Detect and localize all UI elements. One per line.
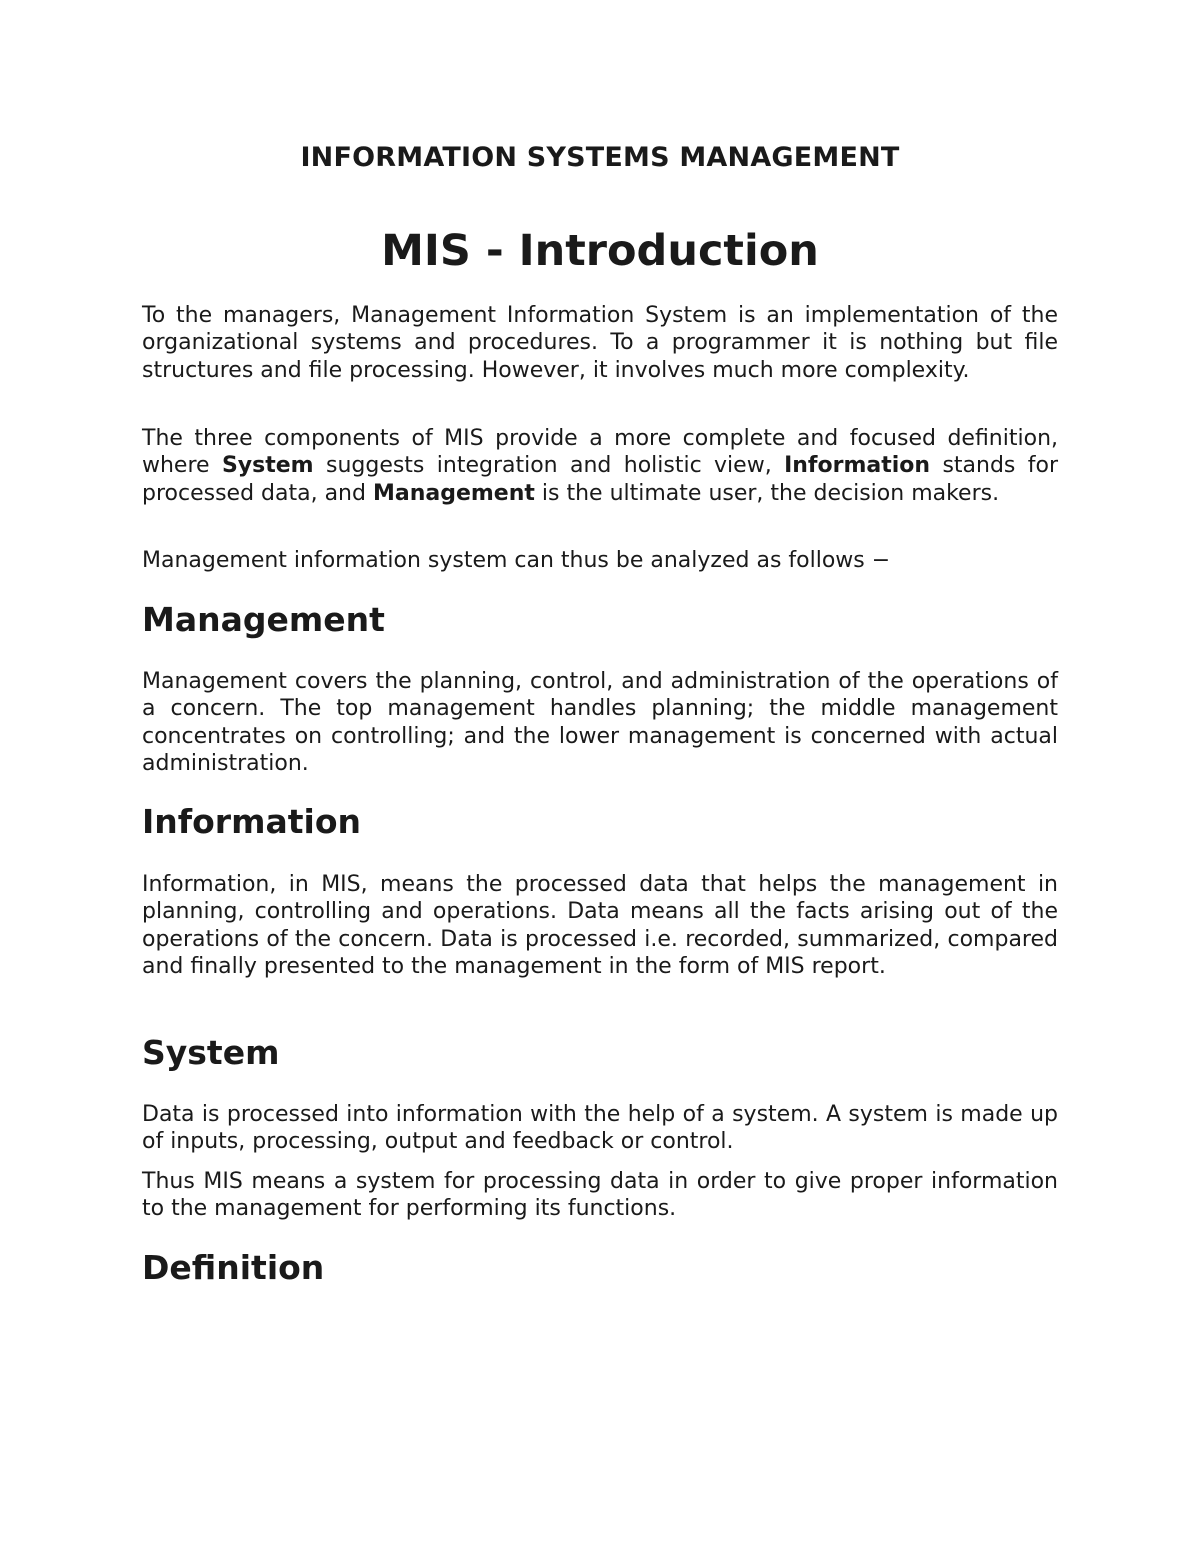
system-paragraph-1 xyxy=(142,1101,1058,1156)
intro-paragraph-1 xyxy=(142,302,1058,384)
intro-p2-text-4: is the ultimate user, the decision makers. xyxy=(534,480,1000,506)
intro-p2-text-3: stands for processed data, and xyxy=(142,453,1059,506)
intro-paragraph-3-text: Management information system can thus be analyzed as follows − xyxy=(142,548,891,573)
intro-p2-bold-management: Management xyxy=(372,480,535,506)
section-heading-management: Management xyxy=(142,600,385,639)
intro-p2-bold-information: Information xyxy=(784,453,931,479)
intro-paragraph-1-text: To the managers, Management Information System is an implementation of the organizational systems and procedures. To a programmer it is nothing but file structures and file processing. However, it involves much more complexity. xyxy=(142,303,1058,383)
information-paragraph xyxy=(142,871,1058,980)
system-paragraph-2 xyxy=(142,1168,1058,1223)
intro-p2-text-2: suggests integration and holistic view, xyxy=(313,453,785,479)
section-heading-information: Information xyxy=(142,802,361,841)
intro-p2-text-1: The three components of MIS provide a more complete and focused definition, where xyxy=(142,426,1058,479)
main-heading: MIS - Introduction xyxy=(381,226,819,276)
document-title: INFORMATION SYSTEMS MANAGEMENT xyxy=(300,142,900,173)
intro-paragraph-3 xyxy=(142,547,1058,574)
section-heading-system: System xyxy=(142,1033,280,1072)
intro-paragraph-2-text xyxy=(142,425,1058,507)
system-paragraph-2-text: Thus MIS means a system for processing data in order to give proper information to the management for performing its functions. xyxy=(142,1169,1058,1222)
intro-paragraph-2 xyxy=(142,425,1058,507)
management-paragraph xyxy=(142,668,1058,777)
intro-p2-bold-system: System xyxy=(221,453,314,479)
system-paragraph-1-text: Data is processed into information with the help of a system. A system is made up of inputs, processing, output and feedback or control. xyxy=(142,1102,1058,1155)
management-paragraph-text: Management covers the planning, control, and administration of the operations of a concern. The top management handles planning; the middle management concentrates on controlling; and the lower management is concerned with actual administration. xyxy=(142,669,1058,776)
information-paragraph-text: Information, in MIS, means the processed data that helps the management in planning, controlling and operations. Data means all the facts arising out of the operations of the concern. Data is processed i.e. recorded, summarized, compared and finally presented to the management in the form of MIS report. xyxy=(142,872,1058,979)
section-heading-definition: Definition xyxy=(142,1248,325,1287)
